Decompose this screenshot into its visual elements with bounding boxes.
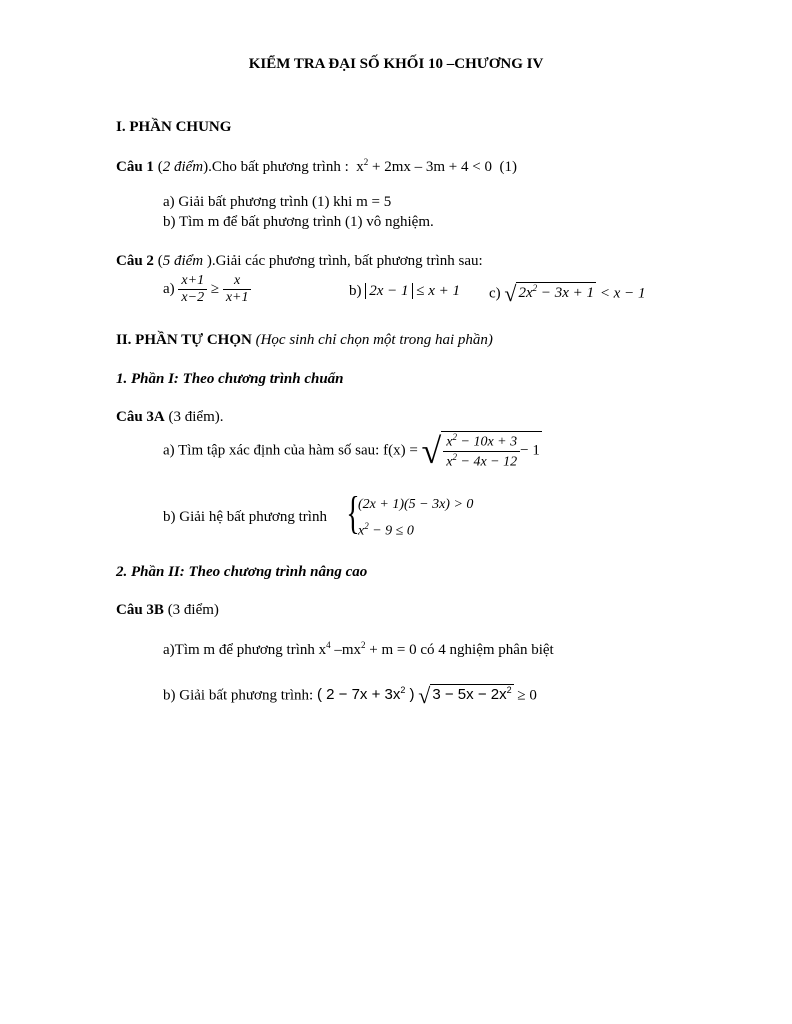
q3a-part-a: a) Tìm tập xác định của hàm số sau: f(x) = √ $\frac{x^2 - 10x + 3}{x^2 - 4x - 12}$ − 1 xyxy=(163,431,540,471)
q1-eq-number: (1) xyxy=(499,159,517,175)
q3a-part-b-label: b) Giải hệ bất phương trình xyxy=(163,509,327,525)
q1-text: ).Cho bất phương trình : xyxy=(203,159,349,175)
q1-label: Câu 1 xyxy=(116,159,154,175)
subsection-2: 2. Phần II: Theo chương trình nâng cao xyxy=(116,564,368,580)
question-3a: Câu 3A (3 điểm). xyxy=(116,409,224,425)
question-3b: Câu 3B (3 điểm) xyxy=(116,602,219,618)
page-title: KIỂM TRA ĐẠI SỐ KHỐI 10 –CHƯƠNG IV xyxy=(248,56,544,72)
q2-part-c: c) √ $2x^2 - 3x + 1 < x - 1$ xyxy=(489,281,646,306)
q1-eq-rest: + 2mx – 3m + 4 < 0 xyxy=(372,159,492,175)
subsection-1: 1. Phần I: Theo chương trình chuẩn xyxy=(116,371,344,387)
q1-points: 2 điểm xyxy=(162,159,204,175)
section-heading-part1: I. PHẦN CHUNG xyxy=(116,119,232,135)
q1-part-b: b) Tìm m để bất phương trình (1) vô nghiệm. xyxy=(163,214,434,230)
q2-text: ).Giải các phương trình, bất phương trình sau: xyxy=(206,253,483,269)
q2-part-a: a) $\frac{x+1}{x-2}$ ≥ $\frac{x}{x+1}$ xyxy=(163,273,251,306)
question-1: Câu 1 (2 điểm).Cho bất phương trình : $x^2 + 2mx - 3m + 4 < 0$ (1) xyxy=(116,157,517,175)
q2b-abs: 2x − 1 xyxy=(365,283,412,299)
q1-part-a: a) Giải bất phương trình (1) khi m = 5 xyxy=(163,194,392,210)
q2-label: Câu 2 xyxy=(116,253,154,269)
q2-part-b: b) 2x − 1 ≤ x + 1 xyxy=(349,283,461,299)
q3a-system-line1: (2x + 1)(5 − 3x) > 0 xyxy=(358,497,474,512)
section-heading-part2: II. PHẦN TỰ CHỌN (Học sinh chỉ chọn một trong hai phần) xyxy=(116,332,493,348)
q3b-part-b: b) Giải bất phương trình: ( $2 - 7x + 3x^2$ ) √ $3 - 5x - 2x^2 \ge 0$ xyxy=(163,683,537,708)
q2a-frac2-den: x+1 xyxy=(225,290,249,306)
q2a-frac2-num: x xyxy=(223,273,252,290)
part2-note: (Học sinh chỉ chọn một trong hai phần) xyxy=(255,332,493,348)
q3a-system-line2: $x^2 - 9 \le 0$ xyxy=(358,521,414,539)
q2-points: 5 điểm xyxy=(162,253,204,269)
q3b-part-a: a)Tìm m để phương trình $x^4$ $-mx^2 + m = 0$ có 4 nghiệm phân biệt xyxy=(163,640,554,658)
q2a-frac1-den: x−2 xyxy=(181,290,205,306)
q2a-frac1-num: x+1 xyxy=(178,273,207,290)
q3a-part-b-system: { xyxy=(346,487,360,538)
q1-eq-start: x xyxy=(356,159,364,175)
question-2: Câu 2 (5 điểm ).Giải các phương trình, bất phương trình sau: xyxy=(116,253,483,269)
